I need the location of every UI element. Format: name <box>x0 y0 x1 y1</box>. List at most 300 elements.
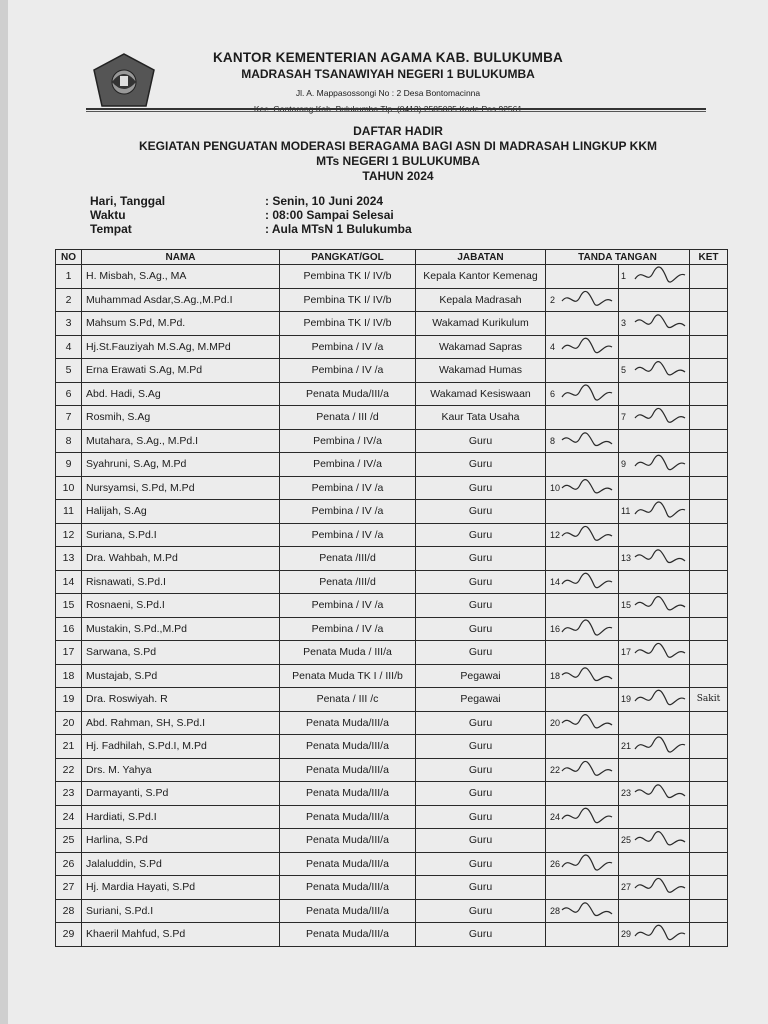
row-number: 14 <box>56 570 82 594</box>
handwritten-signature-icon <box>560 571 615 593</box>
handwritten-signature-icon <box>560 336 615 358</box>
signature-cell-right <box>619 382 690 406</box>
letterhead-rule-thin <box>86 111 706 112</box>
handwritten-signature-icon <box>633 688 688 710</box>
signature-cell-left <box>546 429 619 453</box>
signature-cell-right <box>619 547 690 571</box>
row-number: 7 <box>56 406 82 430</box>
table-row <box>56 852 728 876</box>
row-remark <box>690 288 728 312</box>
row-name: Hj.St.Fauziyah M.S.Ag, M.MPd <box>82 335 280 359</box>
row-number: 16 <box>56 617 82 641</box>
signature-number: 20 <box>550 717 561 728</box>
signature-cell-right <box>619 782 690 806</box>
row-position: Guru <box>416 453 546 477</box>
row-position: Guru <box>416 641 546 665</box>
signature-cell-left <box>546 359 619 383</box>
table-row <box>56 429 728 453</box>
meta-value: : Senin, 10 Juni 2024 <box>265 194 384 208</box>
table-row <box>56 312 728 336</box>
signature-number: 21 <box>621 741 632 752</box>
row-position: Pegawai <box>416 688 546 712</box>
handwritten-signature-icon <box>633 500 688 522</box>
col-tanda-tangan: TANDA TANGAN <box>546 250 690 265</box>
signature-cell-right <box>619 570 690 594</box>
handwritten-signature-icon <box>560 477 615 499</box>
row-name: Hj. Mardia Hayati, S.Pd <box>82 876 280 900</box>
row-number: 15 <box>56 594 82 618</box>
handwritten-signature-icon <box>633 312 688 334</box>
row-name: Hj. Fadhilah, S.Pd.I, M.Pd <box>82 735 280 759</box>
table-row <box>56 500 728 524</box>
signature-number: 29 <box>621 929 632 940</box>
handwritten-signature-icon <box>560 759 615 781</box>
row-position: Guru <box>416 570 546 594</box>
row-rank: Pembina TK I/ IV/b <box>280 312 416 336</box>
meta-value: : Aula MTsN 1 Bulukumba <box>265 222 412 236</box>
row-name: Dra. Wahbah, M.Pd <box>82 547 280 571</box>
signature-number: 23 <box>621 788 632 799</box>
handwritten-signature-icon <box>633 359 688 381</box>
row-remark <box>690 547 728 571</box>
table-row <box>56 382 728 406</box>
signature-cell-left <box>546 500 619 524</box>
row-number: 4 <box>56 335 82 359</box>
row-rank: Penata Muda/III/a <box>280 852 416 876</box>
row-position: Guru <box>416 758 546 782</box>
meta-label: Tempat <box>90 222 132 236</box>
row-name: Mahsum S.Pd, M.Pd. <box>82 312 280 336</box>
meta-value: : 08:00 Sampai Selesai <box>265 208 394 222</box>
signature-number: 1 <box>621 271 627 282</box>
handwritten-signature-icon <box>560 618 615 640</box>
signature-cell-right <box>619 617 690 641</box>
meta-label: Waktu <box>90 208 126 222</box>
signature-cell-right <box>619 735 690 759</box>
row-remark <box>690 758 728 782</box>
table-row <box>56 782 728 806</box>
row-position: Guru <box>416 782 546 806</box>
row-rank: Penata Muda/III/a <box>280 805 416 829</box>
table-row <box>56 688 728 712</box>
row-remark <box>690 476 728 500</box>
signature-cell-left <box>546 335 619 359</box>
signature-number: 4 <box>550 341 556 352</box>
row-number: 23 <box>56 782 82 806</box>
signature-number: 12 <box>550 529 561 540</box>
row-name: Mutahara, S.Ag., M.Pd.I <box>82 429 280 453</box>
signature-cell-right <box>619 876 690 900</box>
row-rank: Penata /III/d <box>280 547 416 571</box>
row-position: Guru <box>416 711 546 735</box>
row-rank: Penata Muda/III/a <box>280 876 416 900</box>
row-rank: Pembina / IV /a <box>280 523 416 547</box>
row-remark <box>690 735 728 759</box>
row-number: 21 <box>56 735 82 759</box>
letterhead <box>168 50 608 114</box>
handwritten-signature-icon <box>633 735 688 757</box>
signature-cell-right <box>619 500 690 524</box>
row-remark <box>690 453 728 477</box>
row-position: Wakamad Sapras <box>416 335 546 359</box>
signature-cell-left <box>546 829 619 853</box>
row-name: Dra. Roswiyah. R <box>82 688 280 712</box>
signature-cell-left <box>546 641 619 665</box>
signature-cell-right <box>619 335 690 359</box>
table-row <box>56 406 728 430</box>
signature-cell-right <box>619 429 690 453</box>
signature-cell-left <box>546 523 619 547</box>
row-number: 1 <box>56 265 82 289</box>
table-row <box>56 711 728 735</box>
signature-number: 6 <box>550 388 556 399</box>
document-title <box>88 124 708 184</box>
row-name: Sarwana, S.Pd <box>82 641 280 665</box>
signature-cell-left <box>546 899 619 923</box>
table-row <box>56 923 728 947</box>
row-rank: Penata Muda / III/a <box>280 641 416 665</box>
row-number: 29 <box>56 923 82 947</box>
row-remark: Sakit <box>690 688 728 712</box>
row-remark <box>690 429 728 453</box>
signature-number: 9 <box>621 459 627 470</box>
row-remark <box>690 382 728 406</box>
row-name: Mustajab, S.Pd <box>82 664 280 688</box>
handwritten-signature-icon <box>560 383 615 405</box>
row-number: 10 <box>56 476 82 500</box>
signature-cell-left <box>546 288 619 312</box>
handwritten-signature-icon <box>560 806 615 828</box>
signature-cell-right <box>619 594 690 618</box>
row-position: Wakamad Humas <box>416 359 546 383</box>
signature-number: 22 <box>550 764 561 775</box>
row-position: Guru <box>416 735 546 759</box>
letterhead-rule <box>86 108 706 110</box>
row-position: Guru <box>416 476 546 500</box>
row-position: Guru <box>416 429 546 453</box>
handwritten-signature-icon <box>633 782 688 804</box>
signature-cell-right <box>619 406 690 430</box>
row-rank: Penata Muda/III/a <box>280 899 416 923</box>
table-row <box>56 288 728 312</box>
signature-number: 18 <box>550 670 561 681</box>
signature-number: 14 <box>550 576 561 587</box>
row-rank: Pembina TK I/ IV/b <box>280 265 416 289</box>
row-name: Rosnaeni, S.Pd.I <box>82 594 280 618</box>
table-row <box>56 899 728 923</box>
row-remark <box>690 500 728 524</box>
signature-cell-left <box>546 758 619 782</box>
signature-cell-left <box>546 382 619 406</box>
title-line-2: KEGIATAN PENGUATAN MODERASI BERAGAMA BAGI ASN DI MADRASAH LINGKUP KKM <box>139 139 657 153</box>
handwritten-signature-icon <box>633 829 688 851</box>
signature-number: 8 <box>550 435 556 446</box>
row-position: Kaur Tata Usaha <box>416 406 546 430</box>
signature-cell-right <box>619 523 690 547</box>
row-rank: Penata Muda/III/a <box>280 782 416 806</box>
signature-cell-right <box>619 312 690 336</box>
letterhead-address: Jl. A. Mappasossongi No : 2 Desa Bontomacinna <box>295 88 481 98</box>
table-header-row <box>56 250 728 265</box>
letterhead-school: MADRASAH TSANAWIYAH NEGERI 1 BULUKUMBA <box>241 67 535 81</box>
signature-number: 16 <box>550 623 561 634</box>
row-position: Guru <box>416 547 546 571</box>
table-row <box>56 594 728 618</box>
signature-cell-left <box>546 265 619 289</box>
signature-number: 2 <box>550 294 556 305</box>
row-number: 27 <box>56 876 82 900</box>
row-rank: Penata Muda/III/a <box>280 758 416 782</box>
handwritten-signature-icon <box>560 900 615 922</box>
signature-number: 13 <box>621 553 632 564</box>
row-number: 26 <box>56 852 82 876</box>
row-rank: Pembina / IV /a <box>280 335 416 359</box>
table-row <box>56 758 728 782</box>
row-position: Guru <box>416 594 546 618</box>
row-name: Syahruni, S.Ag, M.Pd <box>82 453 280 477</box>
row-rank: Pembina / IV/a <box>280 453 416 477</box>
signature-cell-left <box>546 688 619 712</box>
signature-cell-left <box>546 805 619 829</box>
table-row <box>56 523 728 547</box>
table-row <box>56 876 728 900</box>
row-remark <box>690 617 728 641</box>
row-rank: Pembina / IV /a <box>280 359 416 383</box>
signature-cell-right <box>619 688 690 712</box>
row-rank: Penata Muda/III/a <box>280 382 416 406</box>
row-remark <box>690 312 728 336</box>
row-position: Guru <box>416 899 546 923</box>
row-rank: Penata Muda/III/a <box>280 735 416 759</box>
signature-cell-right <box>619 923 690 947</box>
signature-cell-left <box>546 664 619 688</box>
row-number: 11 <box>56 500 82 524</box>
row-rank: Penata / III /d <box>280 406 416 430</box>
signature-cell-right <box>619 359 690 383</box>
signature-cell-left <box>546 617 619 641</box>
row-position: Guru <box>416 876 546 900</box>
handwritten-signature-icon <box>633 641 688 663</box>
table-row <box>56 735 728 759</box>
row-number: 2 <box>56 288 82 312</box>
handwritten-signature-icon <box>560 712 615 734</box>
signature-number: 7 <box>621 412 627 423</box>
row-name: Darmayanti, S.Pd <box>82 782 280 806</box>
row-number: 22 <box>56 758 82 782</box>
col-ket: KET <box>690 250 728 265</box>
row-remark <box>690 406 728 430</box>
signature-number: 15 <box>621 600 632 611</box>
row-number: 13 <box>56 547 82 571</box>
signature-number: 11 <box>621 506 631 517</box>
signature-cell-left <box>546 406 619 430</box>
row-number: 24 <box>56 805 82 829</box>
row-remark <box>690 782 728 806</box>
signature-number: 26 <box>550 858 561 869</box>
table-row <box>56 359 728 383</box>
table-row <box>56 453 728 477</box>
row-rank: Penata /III/d <box>280 570 416 594</box>
signature-cell-left <box>546 711 619 735</box>
row-remark <box>690 664 728 688</box>
row-number: 9 <box>56 453 82 477</box>
kemenag-emblem-icon <box>90 52 158 108</box>
table-row <box>56 805 728 829</box>
row-name: Jalaluddin, S.Pd <box>82 852 280 876</box>
row-rank: Penata / III /c <box>280 688 416 712</box>
row-name: Harlina, S.Pd <box>82 829 280 853</box>
row-position: Kepala Kantor Kemenag <box>416 265 546 289</box>
signature-cell-right <box>619 453 690 477</box>
signature-cell-right <box>619 711 690 735</box>
row-name: Abd. Rahman, SH, S.Pd.I <box>82 711 280 735</box>
handwritten-signature-icon <box>633 594 688 616</box>
row-position: Wakamad Kurikulum <box>416 312 546 336</box>
signature-cell-left <box>546 453 619 477</box>
row-remark <box>690 711 728 735</box>
signature-number: 10 <box>550 482 561 493</box>
row-remark <box>690 641 728 665</box>
row-remark <box>690 359 728 383</box>
row-remark <box>690 570 728 594</box>
row-rank: Penata Muda/III/a <box>280 923 416 947</box>
handwritten-signature-icon <box>560 289 615 311</box>
signature-cell-right <box>619 852 690 876</box>
row-number: 19 <box>56 688 82 712</box>
row-rank: Pembina / IV /a <box>280 617 416 641</box>
row-rank: Penata Muda/III/a <box>280 711 416 735</box>
row-name: Erna Erawati S.Ag, M.Pd <box>82 359 280 383</box>
row-number: 25 <box>56 829 82 853</box>
title-line-3: MTs NEGERI 1 BULUKUMBA <box>316 154 480 168</box>
signature-cell-right <box>619 265 690 289</box>
signature-cell-right <box>619 641 690 665</box>
attendance-rows <box>56 265 728 947</box>
row-rank: Pembina / IV/a <box>280 429 416 453</box>
row-rank: Pembina / IV /a <box>280 594 416 618</box>
signature-number: 19 <box>621 694 632 705</box>
signature-number: 17 <box>621 647 632 658</box>
row-number: 28 <box>56 899 82 923</box>
row-remark <box>690 899 728 923</box>
handwritten-signature-icon <box>633 265 688 287</box>
row-remark <box>690 805 728 829</box>
title-line-4: TAHUN 2024 <box>362 169 434 183</box>
col-nama: NAMA <box>82 250 280 265</box>
signature-cell-left <box>546 570 619 594</box>
col-jabatan: JABATAN <box>416 250 546 265</box>
row-rank: Pembina / IV /a <box>280 476 416 500</box>
row-name: Suriana, S.Pd.I <box>82 523 280 547</box>
row-name: Drs. M. Yahya <box>82 758 280 782</box>
row-position: Guru <box>416 829 546 853</box>
row-remark <box>690 829 728 853</box>
row-position: Guru <box>416 523 546 547</box>
row-name: H. Misbah, S.Ag., MA <box>82 265 280 289</box>
signature-number: 25 <box>621 835 632 846</box>
row-name: Risnawati, S.Pd.I <box>82 570 280 594</box>
letterhead-office: KANTOR KEMENTERIAN AGAMA KAB. BULUKUMBA <box>212 50 564 65</box>
signature-cell-right <box>619 805 690 829</box>
row-position: Guru <box>416 500 546 524</box>
handwritten-signature-icon <box>633 547 688 569</box>
signature-cell-left <box>546 735 619 759</box>
signature-cell-right <box>619 664 690 688</box>
row-number: 18 <box>56 664 82 688</box>
signature-cell-left <box>546 476 619 500</box>
row-remark <box>690 923 728 947</box>
handwritten-signature-icon <box>633 453 688 475</box>
row-name: Halijah, S.Ag <box>82 500 280 524</box>
row-remark <box>690 876 728 900</box>
row-name: Khaeril Mahfud, S.Pd <box>82 923 280 947</box>
table-row <box>56 829 728 853</box>
row-remark <box>690 594 728 618</box>
row-name: Abd. Hadi, S.Ag <box>82 382 280 406</box>
signature-number: 28 <box>550 905 561 916</box>
row-name: Mustakin, S.Pd.,M.Pd <box>82 617 280 641</box>
handwritten-signature-icon <box>633 406 688 428</box>
signature-cell-left <box>546 547 619 571</box>
table-row <box>56 641 728 665</box>
row-name: Muhammad Asdar,S.Ag.,M.Pd.I <box>82 288 280 312</box>
table-row <box>56 617 728 641</box>
handwritten-signature-icon <box>560 430 615 452</box>
row-position: Guru <box>416 617 546 641</box>
row-rank: Pembina / IV /a <box>280 500 416 524</box>
row-number: 20 <box>56 711 82 735</box>
signature-cell-right <box>619 476 690 500</box>
table-row <box>56 570 728 594</box>
row-position: Kepala Madrasah <box>416 288 546 312</box>
row-rank: Pembina TK I/ IV/b <box>280 288 416 312</box>
table-row <box>56 476 728 500</box>
col-pangkat: PANGKAT/GOL <box>280 250 416 265</box>
attendance-table <box>55 249 728 947</box>
row-number: 12 <box>56 523 82 547</box>
row-position: Guru <box>416 852 546 876</box>
row-remark <box>690 523 728 547</box>
row-number: 8 <box>56 429 82 453</box>
signature-cell-right <box>619 288 690 312</box>
handwritten-signature-icon <box>633 923 688 945</box>
row-rank: Penata Muda/III/a <box>280 829 416 853</box>
table-row <box>56 265 728 289</box>
handwritten-signature-icon <box>560 524 615 546</box>
row-rank: Penata Muda TK I / III/b <box>280 664 416 688</box>
signature-cell-left <box>546 782 619 806</box>
title-line-1: DAFTAR HADIR <box>353 124 443 138</box>
signature-cell-left <box>546 852 619 876</box>
table-row <box>56 664 728 688</box>
signature-cell-left <box>546 923 619 947</box>
handwritten-signature-icon <box>560 853 615 875</box>
signature-number: 27 <box>621 882 632 893</box>
table-row <box>56 547 728 571</box>
signature-cell-right <box>619 899 690 923</box>
row-number: 17 <box>56 641 82 665</box>
row-name: Suriani, S.Pd.I <box>82 899 280 923</box>
signature-number: 5 <box>621 365 627 376</box>
signature-number: 3 <box>621 318 627 329</box>
row-remark <box>690 852 728 876</box>
signature-cell-left <box>546 594 619 618</box>
meta-label: Hari, Tanggal <box>90 194 166 208</box>
row-name: Rosmih, S.Ag <box>82 406 280 430</box>
col-no: NO <box>56 250 82 265</box>
row-position: Guru <box>416 805 546 829</box>
row-remark <box>690 335 728 359</box>
